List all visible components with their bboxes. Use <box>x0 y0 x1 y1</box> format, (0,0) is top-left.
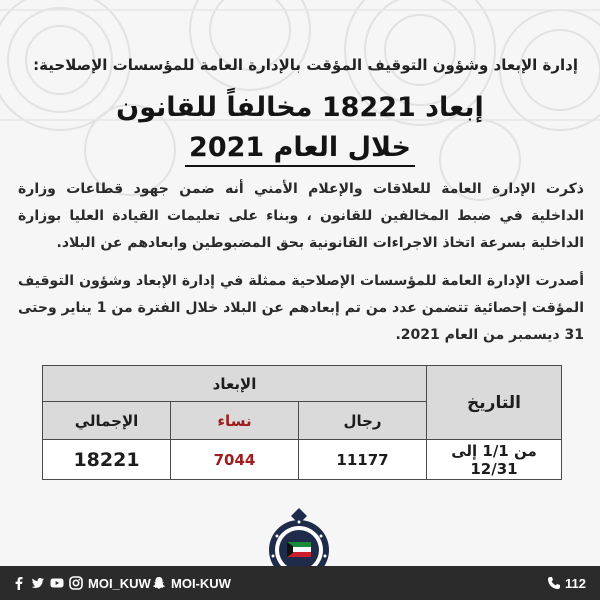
footer-bar <box>0 566 600 600</box>
paragraph-1: ذكرت الإدارة العامة للعلاقات والإعلام الأمني أنه ضمن جهود قطاعات وزارة الداخلية في ضبط المخالفين للقانون ، وبناء على تعليمات القيادة العليا بوزارة الداخلية بسرعة اتخاذ الاجراءات القانونية بحق المضبوطين وابعادهم عن البلاد. <box>18 181 584 251</box>
phone-icon <box>547 576 561 590</box>
row-total: 18221 <box>43 440 171 480</box>
snapchat-icon <box>152 576 166 590</box>
deportation-group-header: الإبعاد <box>43 366 427 402</box>
paragraph-2: أصدرت الإدارة العامة للمؤسسات الإصلاحية ممثلة في إدارة الإبعاد وشؤون التوقيف المؤقت إحصائية تتضمن عدد من تم إبعادهم عن البلاد خلال الفترة من 1 يناير وحتى 31 ديسمبر من العام 2021. <box>18 273 584 343</box>
year-line <box>0 132 600 163</box>
social-links <box>12 566 151 600</box>
deportation-stats-table <box>42 365 562 480</box>
snapchat-link[interactable] <box>152 566 231 600</box>
facebook-icon[interactable] <box>12 576 26 590</box>
hotline[interactable] <box>547 566 586 600</box>
row-men: 11177 <box>299 440 427 480</box>
total-header: الإجمالي <box>43 402 171 440</box>
subtitle: إدارة الإبعاد وشؤون التوقيف المؤقت بالإدارة العامة للمؤسسات الإصلاحية: <box>33 56 578 74</box>
social-handle[interactable]: MOI_KUW <box>88 575 151 591</box>
men-header: رجال <box>299 402 427 440</box>
snap-handle: MOI-KUW <box>171 575 231 591</box>
headline: إبعاد 18221 مخالفاً للقانون <box>116 92 484 123</box>
twitter-icon[interactable] <box>31 576 45 590</box>
women-header: نساء <box>171 402 299 440</box>
date-header: التاريخ <box>427 366 562 440</box>
row-women: 7044 <box>171 440 299 480</box>
phone-number: 112 <box>565 575 586 591</box>
instagram-icon[interactable] <box>69 576 83 590</box>
table-row <box>43 440 562 480</box>
row-date: من 1/1 إلى 12/31 <box>427 440 562 480</box>
year-line-text: خلال العام 2021 <box>185 132 415 167</box>
youtube-icon[interactable] <box>50 576 64 590</box>
